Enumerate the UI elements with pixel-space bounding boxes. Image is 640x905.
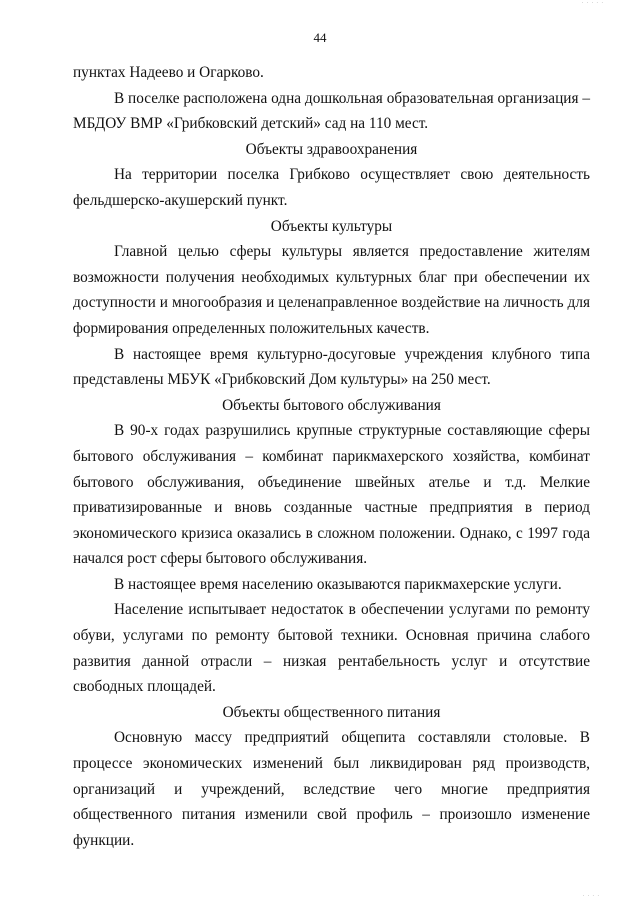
paragraph-culture-clubs: В настоящее время культурно-досуговые учреждения клубного типа представлены МБУК «Грибковский Дом культуры» на 250 мест. <box>73 345 590 389</box>
heading-culture: Объекты культуры <box>270 217 393 235</box>
page-number: 44 <box>313 30 327 45</box>
paragraph-consumer-shortage: Население испытывает недостаток в обеспечении услугами по ремонту обуви, услугами по ремонту бытовой техники. Основная причина слабого развития данной отрасли – низкая рентабельность услуг и отсутствие свободных площадей. <box>73 601 590 696</box>
scan-mark-top: · · · · · <box>581 1 604 6</box>
paragraph-healthcare: На территории поселка Грибково осуществляет свою деятельность фельдшерско-акушерский пункт. <box>73 166 590 209</box>
scan-mark-bottom: · · · · <box>582 894 600 899</box>
paragraph-catering: Основную массу предприятий общепита составляли столовые. В процессе экономических изменений был ликвидирован ряд производств, организаций и учреждений, вследствие чего многие предприятия общественного питания изменили свой профиль – произошло изменение функции. <box>73 729 590 849</box>
heading-consumer-services: Объекты бытового обслуживания <box>222 396 441 414</box>
heading-healthcare: Объекты здравоохранения <box>245 140 418 158</box>
paragraph-consumer-history: В 90-х годах разрушились крупные структурные составляющие сферы бытового обслуживания – комбинат парикмахерского хозяйства, комбинат бытового обслуживания, объединение швейных ателье и т.д. Мелкие приватизированные и вновь созданные частные предприятия в период экономического кризиса оказались в сложном положении. Однако, с 1997 года начался рост сферы бытового обслуживания. <box>73 422 590 568</box>
paragraph-preschool: В поселке расположена одна дошкольная образовательная организация – МБДОУ ВМР «Грибковский детский» сад на 110 мест. <box>73 89 590 133</box>
paragraph-culture-goal: Главной целью сферы культуры является предоставление жителям возможности получения необходимых культурных благ при обеспечении их доступности и многообразия и целенаправленное воздействие на личность для формирования определенных положительных качеств. <box>73 243 590 337</box>
continuation-paragraph: пунктах Надеево и Огарково. <box>73 64 264 81</box>
paragraph-consumer-current: В настоящее время населению оказываются парикмахерские услуги. <box>114 575 562 593</box>
page-body <box>73 60 590 853</box>
heading-catering: Объекты общественного питания <box>222 703 441 721</box>
